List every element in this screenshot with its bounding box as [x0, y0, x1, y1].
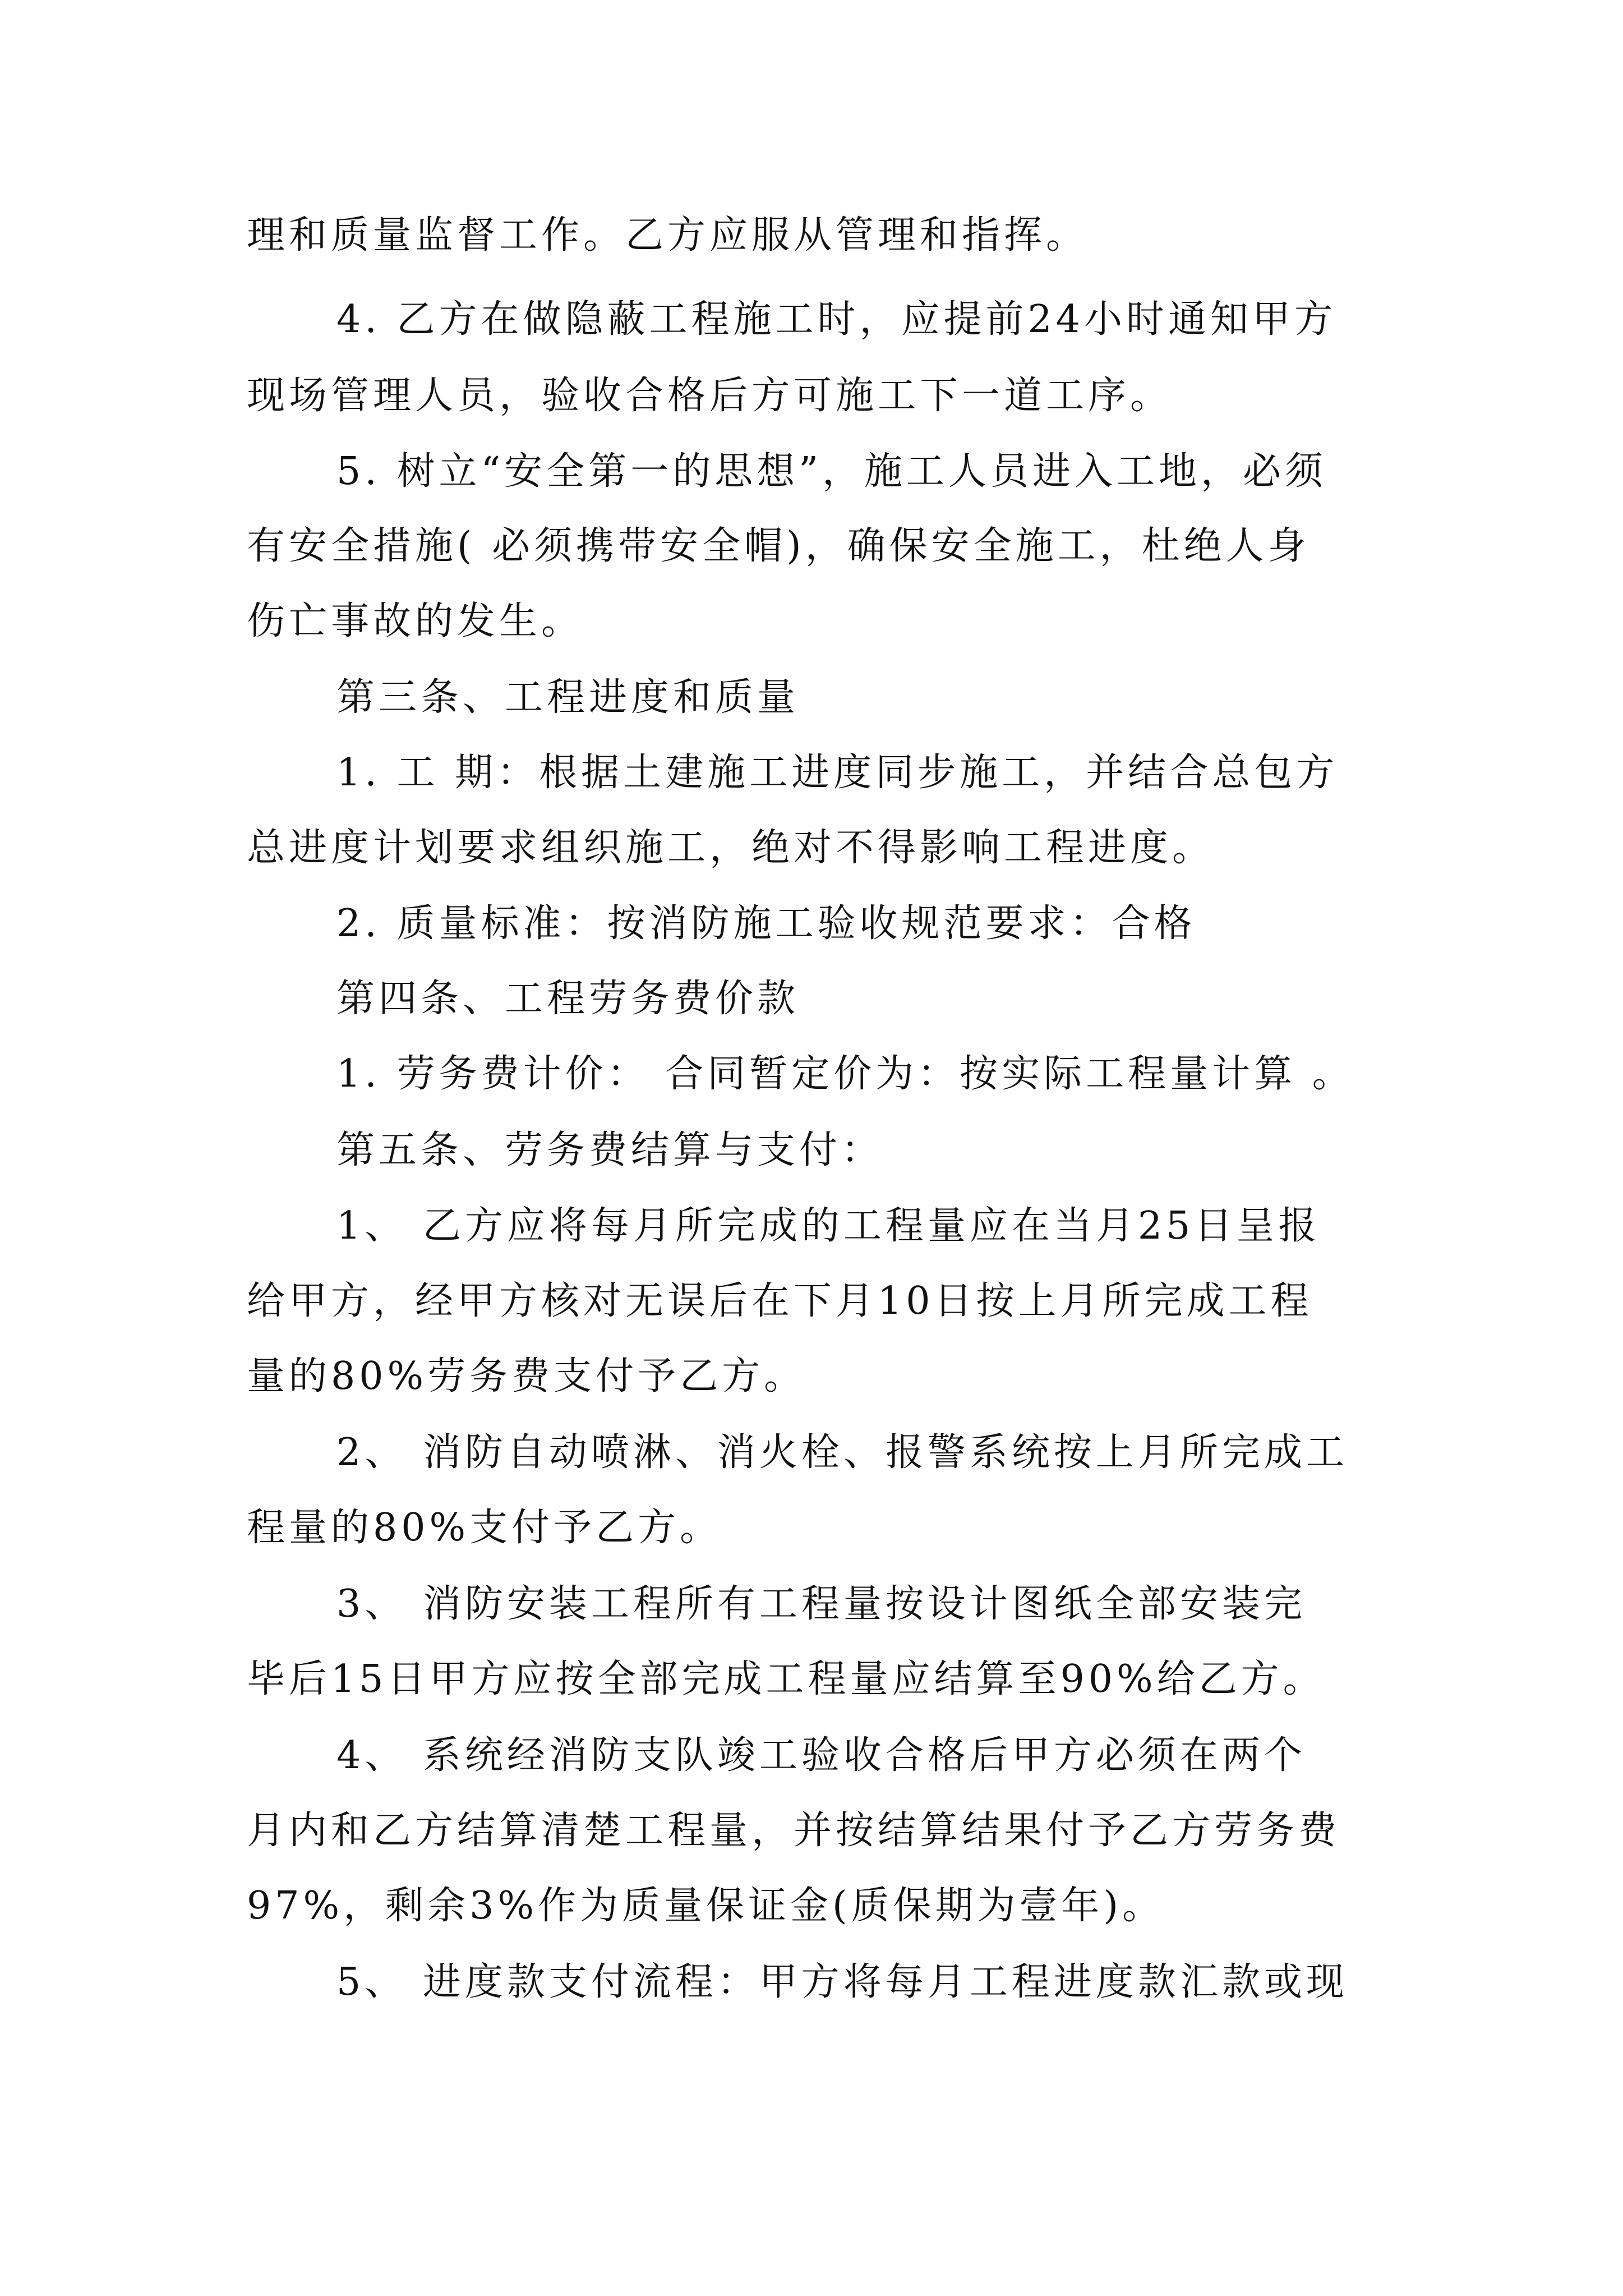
quality-standard-line: 2. 质量标准：按消防施工验收规范要求：合格 — [336, 901, 1196, 946]
clause-4-line-2: 现场管理人员，验收合格后方可施工下一道工序。 — [247, 374, 1173, 418]
clause-5-line-2: 有安全措施( 必须携带安全帽)，确保安全施工，杜绝人身 — [247, 524, 1310, 568]
payment-1-line-2: 给甲方，经甲方核对无误后在下月10日按上月所完成工程 — [247, 1279, 1313, 1323]
payment-2-line-2: 程量的80%支付予乙方。 — [247, 1506, 722, 1550]
labor-pricing-line: 1. 劳务费计价： 合同暂定价为：按实际工程量计算 。 — [336, 1052, 1354, 1096]
payment-2-line-1: 2、 消防自动喷淋、消火栓、报警系统按上月所完成工 — [336, 1430, 1348, 1475]
clause-5-line-1: 5. 树立“安全第一的思想”，施工人员进入工地，必须 — [336, 449, 1327, 494]
payment-5-line-1: 5、 进度款支付流程：甲方将每月工程进度款汇款或现 — [336, 1960, 1348, 2004]
clause-4-line-1: 4. 乙方在做隐蔽工程施工时，应提前24小时通知甲方 — [336, 297, 1337, 342]
paragraph-line: 理和质量监督工作。乙方应服从管理和指挥。 — [247, 213, 1089, 257]
payment-1-line-3: 量的80%劳务费支付予乙方。 — [247, 1354, 806, 1398]
payment-4-line-3: 97%，剩余3%作为质量保证金(质保期为壹年)。 — [247, 1884, 1165, 1928]
payment-3-line-1: 3、 消防安装工程所有工程量按设计图纸全部安装完 — [336, 1582, 1306, 1626]
payment-4-line-1: 4、 系统经消防支队竣工验收合格后甲方必须在两个 — [336, 1733, 1306, 1778]
payment-1-line-1: 1、 乙方应将每月所完成的工程量应在当月25日呈报 — [336, 1204, 1321, 1248]
schedule-line-1: 1. 工 期：根据土建施工进度同步施工，并结合总包方 — [336, 751, 1339, 795]
payment-3-line-2: 毕后15日甲方应按全部完成工程量应结算至90%给乙方。 — [247, 1657, 1325, 1701]
schedule-line-2: 总进度计划要求组织施工，绝对不得影响工程进度。 — [247, 826, 1215, 870]
payment-4-line-2: 月内和乙方结算清楚工程量，并按结算结果付予乙方劳务费 — [247, 1809, 1341, 1853]
section-heading-4: 第四条、工程劳务费价款 — [336, 977, 800, 1021]
clause-5-line-3: 伤亡事故的发生。 — [247, 599, 584, 643]
section-heading-3: 第三条、工程进度和质量 — [336, 675, 800, 720]
section-heading-5: 第五条、劳务费结算与支付： — [336, 1128, 884, 1172]
